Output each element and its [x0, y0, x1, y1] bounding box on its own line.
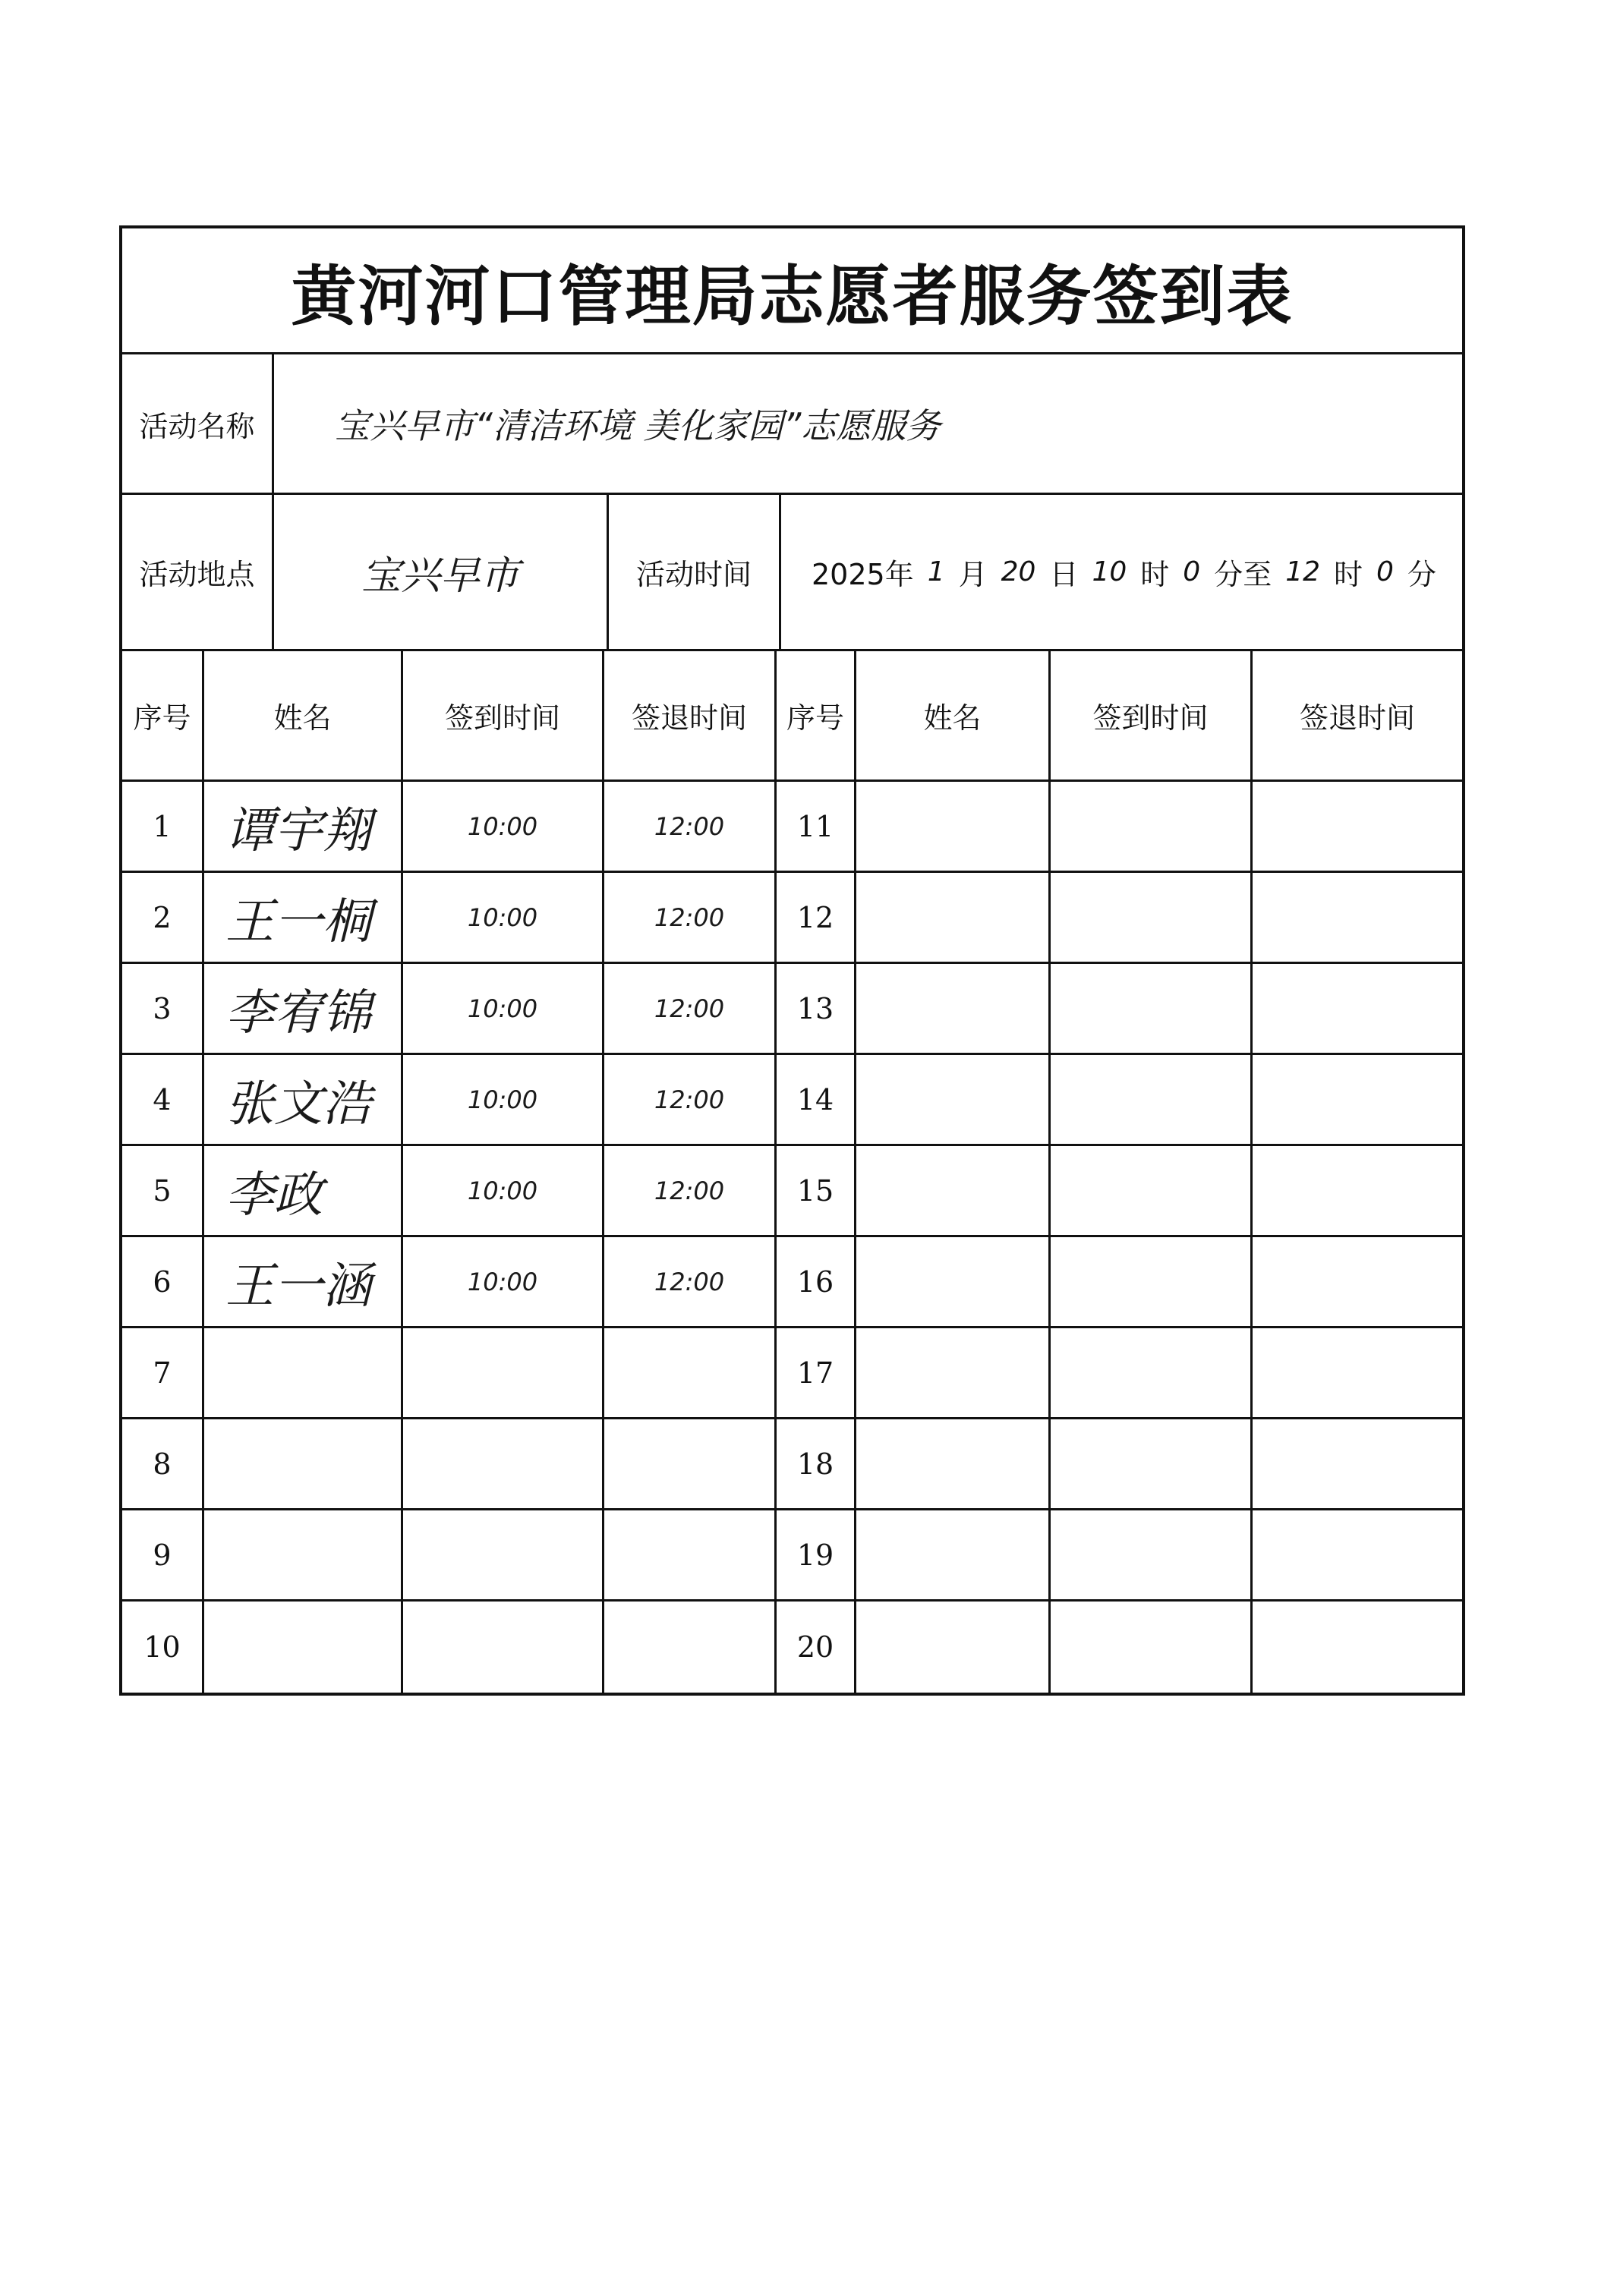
row-checkout-left: [604, 1510, 777, 1599]
row-checkout-right: [1253, 1055, 1462, 1144]
table-header-row: [122, 651, 1462, 782]
row-checkout-left: 12:00: [604, 1055, 777, 1144]
row-checkout-right: [1253, 1146, 1462, 1235]
row-name-left: [204, 1510, 403, 1599]
table-row: [122, 1237, 1462, 1328]
table-body: [122, 782, 1462, 1693]
row-checkout-right: [1253, 1237, 1462, 1326]
row-name-right: [856, 873, 1051, 962]
row-name-right: [856, 1419, 1051, 1508]
time-year: 2025年: [812, 558, 914, 591]
time-end-min: 0: [1376, 556, 1394, 587]
header-name-right: 姓名: [856, 651, 1051, 780]
time-hour-unit-2: 时: [1334, 558, 1363, 591]
row-checkout-right: [1253, 873, 1462, 962]
activity-time-value: [781, 495, 1462, 649]
header-checkin-right: 签到时间: [1051, 651, 1253, 780]
row-no-left: 7: [122, 1328, 204, 1417]
row-checkout-right: [1253, 1510, 1462, 1599]
table-row: [122, 964, 1462, 1055]
header-checkout-right: 签退时间: [1299, 701, 1415, 735]
row-no-left: 8: [122, 1419, 204, 1508]
row-no-left: 9: [122, 1510, 204, 1599]
activity-place-label: 活动地点: [122, 495, 274, 649]
table-row: [122, 1510, 1462, 1602]
table-row: [122, 1328, 1462, 1419]
row-name-right: [856, 1237, 1051, 1326]
row-checkout-left: 12:00: [604, 782, 777, 871]
row-name-right: [856, 1055, 1051, 1144]
row-name-right: [856, 1328, 1051, 1417]
row-checkin-right: [1051, 1328, 1253, 1417]
row-checkout-left: 12:00: [604, 1146, 777, 1235]
row-checkin-left: 10:00: [403, 964, 604, 1053]
row-checkin-right: [1051, 782, 1253, 871]
row-checkin-right: [1051, 964, 1253, 1053]
row-checkin-right: [1051, 873, 1253, 962]
row-checkin-right: [1051, 1146, 1253, 1235]
row-name-left: 王一涵: [204, 1237, 403, 1326]
row-checkout-left: 12:00: [604, 964, 777, 1053]
row-checkin-right: [1051, 1602, 1253, 1693]
row-name-left: [204, 1419, 403, 1508]
time-day-unit: 日: [1049, 558, 1079, 591]
row-checkin-left: 10:00: [403, 782, 604, 871]
row-checkout-left: [604, 1602, 777, 1693]
row-checkin-right: [1051, 1510, 1253, 1599]
row-checkout-right: [1253, 1328, 1462, 1417]
row-checkin-left: 10:00: [403, 1055, 604, 1144]
header-no-left: 序号: [122, 651, 204, 780]
time-min-unit-2: 分: [1407, 558, 1436, 591]
row-name-right: [856, 1510, 1051, 1599]
activity-time-label: 活动时间: [609, 495, 781, 649]
row-no-left: 6: [122, 1237, 204, 1326]
activity-place-value: 宝兴早市: [274, 495, 609, 649]
row-name-right: [856, 1146, 1051, 1235]
row-no-left: 10: [122, 1602, 204, 1693]
time-start-hour: 10: [1092, 556, 1127, 587]
row-name-right: [856, 964, 1051, 1053]
header-checkin-left: 签到时间: [403, 651, 604, 780]
row-checkin-left: [403, 1419, 604, 1508]
row-no-right: 17: [777, 1328, 856, 1417]
row-no-right: 16: [777, 1237, 856, 1326]
row-name-right: [856, 1602, 1051, 1693]
row-checkout-left: 12:00: [604, 873, 777, 962]
time-min-unit-1: 分至: [1214, 558, 1272, 591]
row-name-left: [204, 1328, 403, 1417]
row-checkin-right: [1051, 1237, 1253, 1326]
row-checkin-left: [403, 1328, 604, 1417]
row-no-left: 1: [122, 782, 204, 871]
table-row: [122, 1055, 1462, 1146]
sheet-title: 黄河河口管理局志愿者服务签到表: [122, 228, 1462, 354]
row-no-right: 11: [777, 782, 856, 871]
row-no-right: 19: [777, 1510, 856, 1599]
row-no-right: 15: [777, 1146, 856, 1235]
activity-name-row: [122, 354, 1462, 495]
table-row: [122, 873, 1462, 964]
sign-in-sheet: [119, 225, 1465, 1696]
activity-name-label: 活动名称: [122, 354, 274, 493]
row-no-right: 20: [777, 1602, 856, 1693]
row-checkout-right: [1253, 1602, 1462, 1693]
row-no-left: 3: [122, 964, 204, 1053]
row-no-left: 2: [122, 873, 204, 962]
row-checkin-right: [1051, 1419, 1253, 1508]
row-checkout-right: [1253, 1419, 1462, 1508]
activity-place-time-row: [122, 495, 1462, 651]
time-hour-unit-1: 时: [1140, 558, 1170, 591]
row-name-left: 李政: [204, 1146, 403, 1235]
row-name-left: 李宥锦: [204, 964, 403, 1053]
row-no-right: 18: [777, 1419, 856, 1508]
table-row: [122, 1602, 1462, 1693]
time-month-unit: 月: [958, 558, 988, 591]
row-checkin-left: 10:00: [403, 1146, 604, 1235]
table-row: [122, 782, 1462, 873]
row-checkout-right: [1253, 782, 1462, 871]
row-checkin-left: [403, 1510, 604, 1599]
time-month: 1: [927, 556, 945, 587]
row-checkin-right: [1051, 1055, 1253, 1144]
row-no-right: 14: [777, 1055, 856, 1144]
row-name-right: [856, 782, 1051, 871]
row-no-right: 13: [777, 964, 856, 1053]
row-no-right: 12: [777, 873, 856, 962]
header-checkout-left: 签退时间: [604, 651, 777, 780]
header-no-right: 序号: [777, 651, 856, 780]
row-checkout-left: [604, 1419, 777, 1508]
row-checkin-left: [403, 1602, 604, 1693]
activity-name-value: 宝兴早市“清洁环境 美化家园”志愿服务: [335, 405, 941, 446]
row-no-left: 4: [122, 1055, 204, 1144]
table-row: [122, 1419, 1462, 1510]
row-checkout-right: [1253, 964, 1462, 1053]
row-name-left: 张文浩: [204, 1055, 403, 1144]
table-row: [122, 1146, 1462, 1237]
row-name-left: 王一桐: [204, 873, 403, 962]
row-no-left: 5: [122, 1146, 204, 1235]
row-checkout-left: 12:00: [604, 1237, 777, 1326]
header-name-left: 姓名: [204, 651, 403, 780]
time-start-min: 0: [1183, 556, 1201, 587]
row-checkout-left: [604, 1328, 777, 1417]
time-day: 20: [1001, 556, 1036, 587]
row-name-left: 谭宇翔: [204, 782, 403, 871]
time-end-hour: 12: [1285, 556, 1321, 587]
row-checkin-left: 10:00: [403, 1237, 604, 1326]
row-checkin-left: 10:00: [403, 873, 604, 962]
row-name-left: [204, 1602, 403, 1693]
